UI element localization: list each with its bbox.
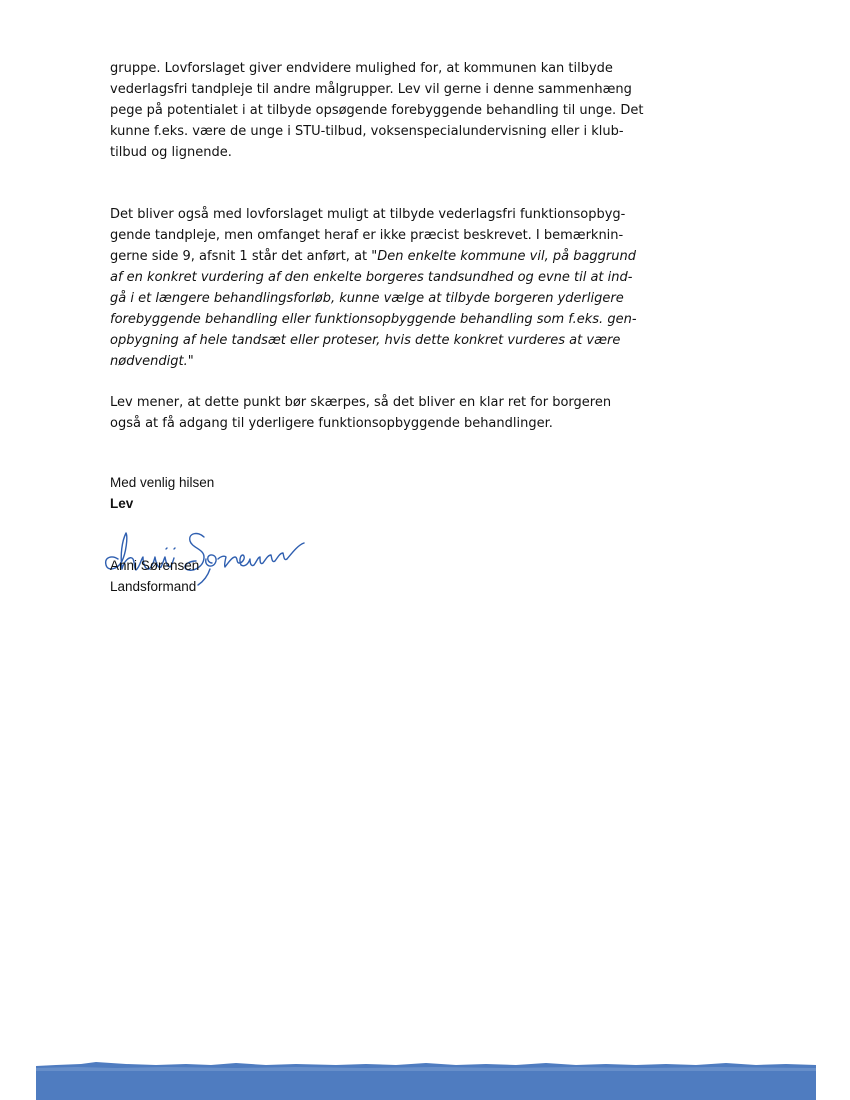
- quote-line: forebyggende behandling eller funktionsopbyggende behandling som f.eks. gen-: [110, 312, 637, 327]
- text-line: Lev mener, at dette punkt bør skærpes, så det bliver en klar ret for borgeren: [110, 395, 612, 410]
- text-line: gruppe. Lovforslaget giver endvidere mulighed for, at kommunen kan tilbyde: [110, 61, 613, 76]
- quote-start: "Den enkelte kommune vil, på baggrund: [371, 249, 636, 264]
- text-line: Det bliver også med lovforslaget muligt at tilbyde vederlagsfri funktionsopbyg-: [110, 207, 626, 222]
- text-line-mixed: [110, 246, 650, 267]
- paragraph-target-groups: [110, 58, 650, 163]
- text-line: gende tandpleje, men omfanget heraf er ikke præcist beskrevet. I bemærknin-: [110, 228, 624, 243]
- signer-name: Anni Sørensen: [110, 558, 200, 573]
- text-line: tilbud og lignende.: [110, 145, 232, 160]
- signer-title: Landsformand: [110, 579, 197, 594]
- paragraph-recommendation: [110, 392, 650, 434]
- quote-line: gå i et længere behandlingsforløb, kunne vælge at tilbyde borgeren yderligere: [110, 291, 624, 306]
- quote-line: opbygning af hele tandsæt eller proteser, hvis dette konkret vurderes at være: [110, 333, 621, 348]
- organization-name: Lev: [110, 496, 134, 511]
- closing-greeting: Med venlig hilsen: [110, 475, 215, 490]
- text-line: pege på potentialet i at tilbyde opsøgende forebyggende behandling til unge. Det: [110, 103, 644, 118]
- text-plain: gerne side 9, afsnit 1 står det anført, at: [110, 249, 372, 264]
- text-line: vederlagsfri tandpleje til andre målgrupper. Lev vil gerne i denne sammenhæng: [110, 82, 632, 97]
- quote-line: nødvendigt.": [110, 354, 194, 369]
- text-line: kunne f.eks. være de unge i STU-tilbud, voksenspecialundervisning eller i klub-: [110, 124, 624, 139]
- paragraph-functional-dental-care: [110, 204, 650, 372]
- footer-band: [36, 1056, 816, 1100]
- quote-line: af en konkret vurdering af den enkelte borgeres tandsundhed og evne til at ind-: [110, 270, 633, 285]
- text-line: også at få adgang til yderligere funktionsopbyggende behandlinger.: [110, 416, 553, 431]
